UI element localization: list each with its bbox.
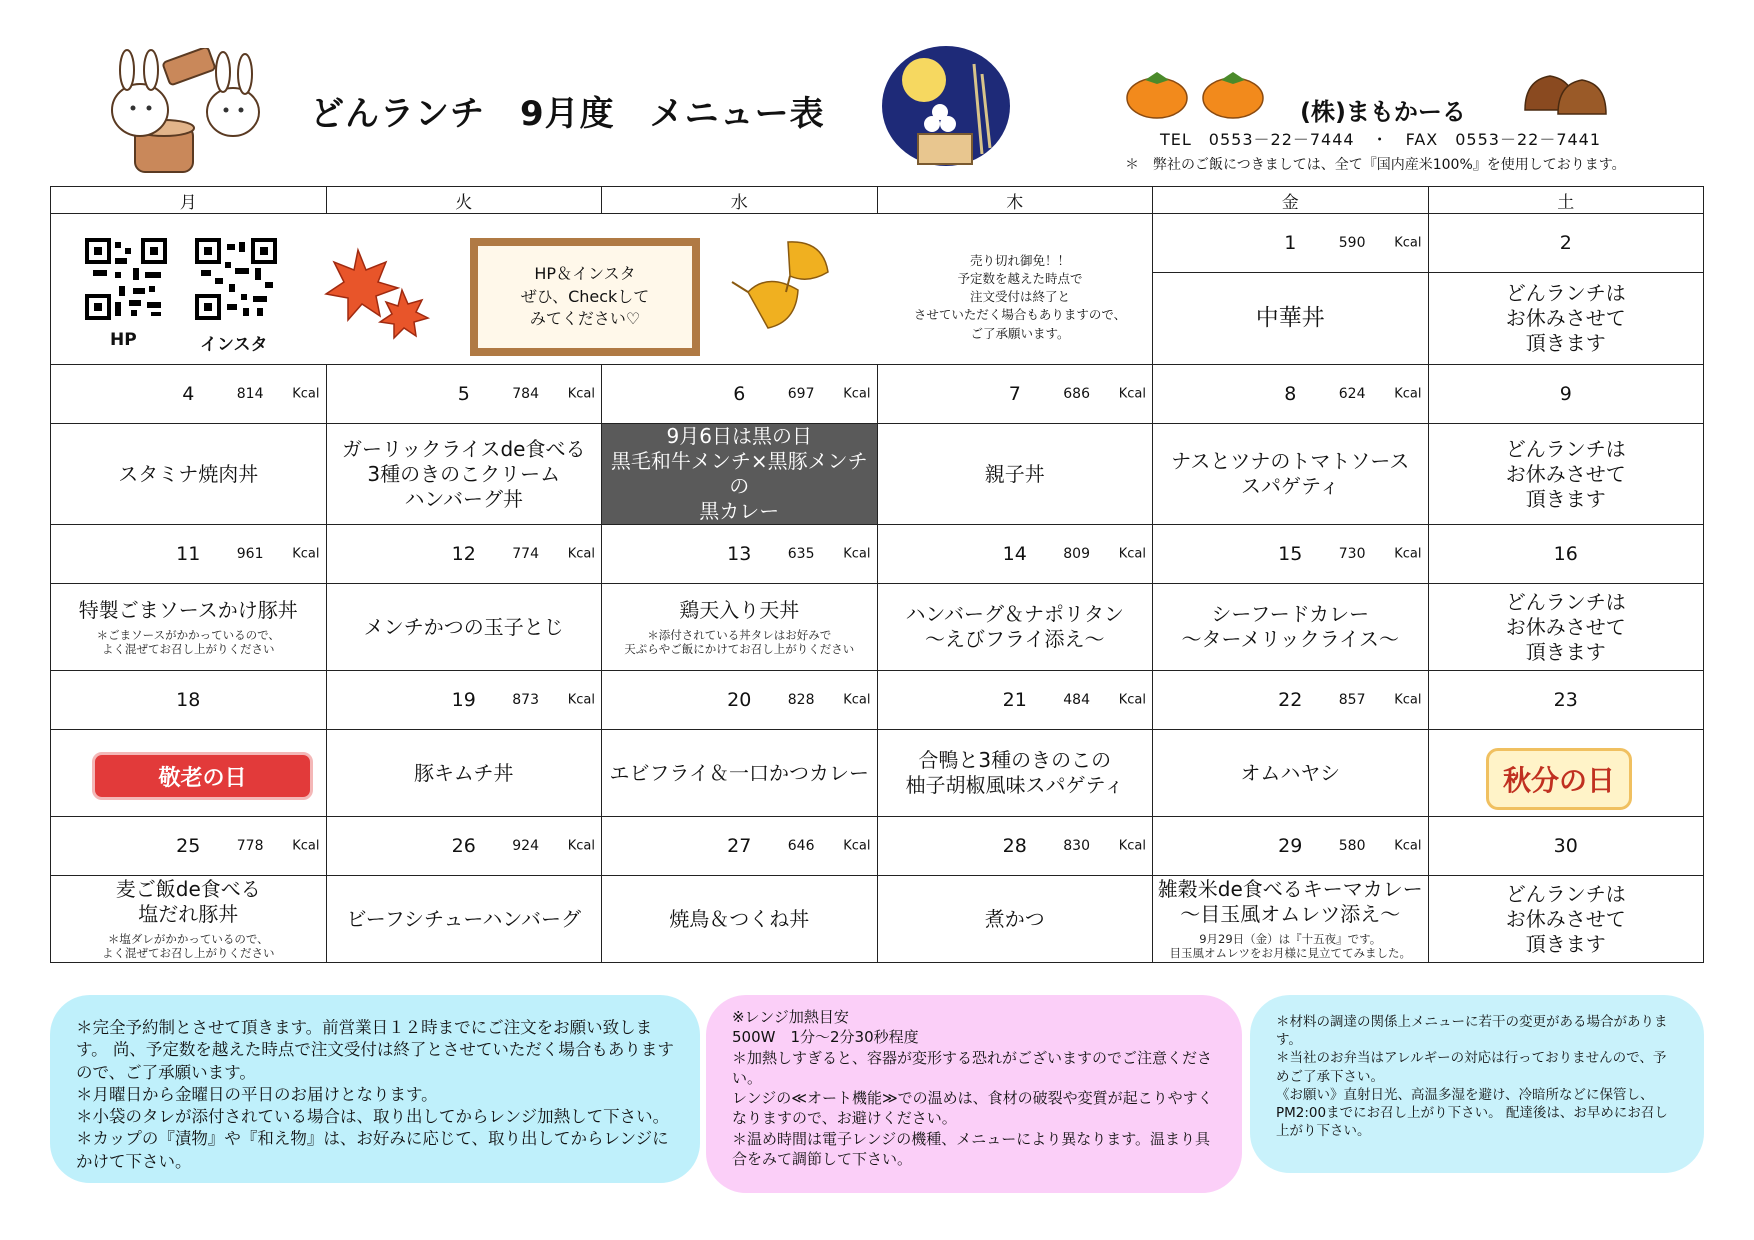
note-line: 500W 1分～2分30秒程度 xyxy=(732,1028,919,1047)
week-menu-row xyxy=(51,584,1704,671)
day-cell xyxy=(1153,525,1429,584)
note-line: ＊完全予約制とさせて頂きます。前営業日１２時までにご注文をお願い致します。 尚、予定数を越えた時点で注文受付は終了とさせていただく場合もありますので、ご了承願います。 xyxy=(76,1018,674,1082)
chestnut-icon xyxy=(1520,70,1610,122)
kcal-unit: Kcal xyxy=(1394,692,1422,708)
day-number: 9 xyxy=(1559,383,1572,405)
kcal-value: 697 xyxy=(787,386,815,402)
day-number: 2 xyxy=(1559,232,1572,254)
kcal-value: 828 xyxy=(787,692,815,708)
menu-line: ガーリックライスde食べる xyxy=(342,436,586,461)
kcal-value: 635 xyxy=(787,546,815,562)
day-number: 11 xyxy=(176,543,201,565)
day-cell xyxy=(877,817,1153,876)
day-number: 6 xyxy=(733,383,746,405)
kcal-unit: Kcal xyxy=(843,838,871,854)
closed-line: どんランチは xyxy=(1505,881,1626,906)
kcal-value: 646 xyxy=(787,838,815,854)
week-number-row xyxy=(51,365,1704,424)
day-cell xyxy=(1428,817,1704,876)
day-number: 20 xyxy=(727,689,752,711)
day-cell xyxy=(877,671,1153,730)
day-cell xyxy=(1428,525,1704,584)
day-cell xyxy=(602,817,878,876)
day-number: 18 xyxy=(176,689,201,711)
menu-cell xyxy=(51,876,327,963)
tel-fax: TEL 0553－22－7444 ・ FAX 0553－22－7441 xyxy=(1160,130,1602,149)
menu-note xyxy=(602,629,877,657)
day-number: 14 xyxy=(1002,543,1027,565)
week0-number-row xyxy=(51,214,1704,273)
weekday-header-row xyxy=(51,187,1704,214)
note-line: 天ぷらやご飯にかけてお召し上がりください xyxy=(624,641,855,656)
menu-cell xyxy=(326,730,602,817)
kcal-unit: Kcal xyxy=(843,692,871,708)
day-cell xyxy=(1428,671,1704,730)
menu-line: エビフライ＆一口かつカレー xyxy=(609,760,869,785)
day-number: 22 xyxy=(1278,689,1303,711)
note-line: よく混ぜてお召し上がりください xyxy=(102,641,275,656)
qr-code-insta[interactable] xyxy=(195,238,277,320)
weekday-mon: 月 xyxy=(51,187,327,214)
day-cell xyxy=(1153,671,1429,730)
qr-label-hp: HP xyxy=(110,330,137,350)
general-notes-box xyxy=(1250,995,1704,1173)
menu-line: ～ターメリックライス～ xyxy=(1181,627,1399,651)
day-number: 26 xyxy=(451,835,476,857)
kcal-unit: Kcal xyxy=(1394,386,1422,402)
day-cell xyxy=(51,671,327,730)
day-cell xyxy=(326,817,602,876)
week-number-row xyxy=(51,525,1704,584)
day-cell xyxy=(1153,817,1429,876)
menu-line: オムハヤシ xyxy=(1240,760,1341,785)
day-number: 13 xyxy=(727,543,752,565)
weekday-thu: 木 xyxy=(877,187,1153,214)
menu-line: 特製ごまソースかけ豚丼 xyxy=(78,597,298,622)
note-line: ＊月曜日から金曜日の平日のお届けとなります。 xyxy=(76,1084,438,1104)
week-number-row xyxy=(51,671,1704,730)
kcal-value: 784 xyxy=(512,386,539,402)
closed-line: お休みさせて xyxy=(1505,461,1626,486)
menu-line: ビーフシチューハンバーグ xyxy=(346,906,581,931)
weekday-fri: 金 xyxy=(1153,187,1429,214)
rice-note: ＊ 弊社のご飯につきましては、全て『国内産米100%』を使用しております。 xyxy=(1125,157,1626,173)
menu-cell xyxy=(51,424,327,525)
menu-cell xyxy=(877,424,1153,525)
closed-line: 頂きます xyxy=(1525,331,1606,355)
menu-note xyxy=(51,629,326,657)
soldout-notice xyxy=(900,252,1140,343)
maple-leaf-icon xyxy=(318,240,433,340)
menu-note xyxy=(1153,933,1428,961)
kcal-value: 624 xyxy=(1338,386,1366,402)
menu-line: 豚キムチ丼 xyxy=(414,760,514,785)
kcal-value: 580 xyxy=(1338,838,1366,854)
hp-insta-sign xyxy=(470,238,700,356)
day-number: 5 xyxy=(457,383,470,405)
menu-line: 雑穀米de食べるキーマカレー xyxy=(1157,877,1423,902)
holiday-badge-shubun: 秋分の日 xyxy=(1486,748,1632,810)
company-name: (株)まもかーる xyxy=(1300,98,1466,126)
kcal-unit: Kcal xyxy=(1118,838,1146,854)
kcal-unit: Kcal xyxy=(1118,692,1146,708)
day-number: 8 xyxy=(1284,383,1297,405)
day-cell xyxy=(51,365,327,424)
note-line: レンジの≪オート機能≫での温めは、食材の破裂や変質が起こりやすくなりますので、お避けください。 xyxy=(732,1089,1213,1128)
kcal-value: 924 xyxy=(512,838,539,854)
soldout-line: させていただく場合もありますので、 xyxy=(913,307,1127,323)
note-line: ＊カップの『漬物』や『和え物』は、お好みに応じて、取り出してからレンジにかけて下さい。 xyxy=(76,1129,669,1171)
menu-line: メンチかつの玉子とじ xyxy=(363,614,564,639)
note-line: 《お願い》直射日光、高温多湿を避け、冷暗所などに保管し、PM2:00までにお召し上がり下さい。 配達後は、お早めにお召し上がり下さい。 xyxy=(1276,1086,1668,1140)
note-line: ＊加熱しすぎると、容器が変形する恐れがございますのでご注意ください。 xyxy=(732,1048,1213,1087)
menu-line: 3種のきのこクリーム xyxy=(367,461,561,486)
kcal-value: 484 xyxy=(1063,692,1090,708)
kcal-unit: Kcal xyxy=(567,386,595,402)
menu-line: 9月6日は黒の日 xyxy=(666,424,812,448)
persimmon-icon xyxy=(1125,68,1265,120)
menu-line: 黒カレー xyxy=(699,499,780,523)
kcal-unit: Kcal xyxy=(567,546,595,562)
closed-line: どんランチは xyxy=(1505,281,1626,305)
menu-cell xyxy=(326,876,602,963)
kcal-unit: Kcal xyxy=(1118,386,1146,402)
note-line: ＊ごまソースがかかっているので、 xyxy=(96,627,280,642)
week-number-row xyxy=(51,817,1704,876)
qr-label-insta: インスタ xyxy=(200,335,268,355)
day-number: 4 xyxy=(182,383,195,405)
kcal-unit: Kcal xyxy=(567,838,595,854)
day-cell xyxy=(877,365,1153,424)
menu-calendar xyxy=(50,186,1704,963)
soldout-line: 予定数を越えた時点で xyxy=(957,271,1083,287)
menu-cell xyxy=(877,876,1153,963)
day-cell xyxy=(326,525,602,584)
day-number: 1 xyxy=(1284,232,1297,254)
menu-line: 黒毛和牛メンチ×黒豚メンチの xyxy=(610,449,868,498)
day-cell xyxy=(602,671,878,730)
menu-line: 焼鳥＆つくね丼 xyxy=(669,906,810,931)
kcal-value: 814 xyxy=(236,386,264,402)
kcal-value: 873 xyxy=(512,692,539,708)
day-cell xyxy=(51,525,327,584)
note-line: 9月29日（金）は『十五夜』です。 xyxy=(1199,932,1382,947)
holiday-badge-keiro: 敬老の日 xyxy=(92,752,313,800)
menu-line: 麦ご飯de食べる xyxy=(115,877,261,902)
note-line: ＊温め時間は電子レンジの機種、メニューにより異なります。温まり具合をみて調節して下さい。 xyxy=(732,1129,1211,1168)
kcal-value: 809 xyxy=(1063,546,1090,562)
kcal-value: 590 xyxy=(1338,235,1366,251)
menu-cell xyxy=(1153,876,1429,963)
closed-cell xyxy=(1428,876,1704,963)
menu-cell xyxy=(602,730,878,817)
day-number: 19 xyxy=(451,689,476,711)
week-menu-row xyxy=(51,424,1704,525)
sign-line: みてください♡ xyxy=(529,309,641,329)
kcal-value: 830 xyxy=(1063,838,1090,854)
day-cell xyxy=(326,671,602,730)
kcal-unit: Kcal xyxy=(292,386,320,402)
ginkgo-leaf-icon xyxy=(728,232,838,342)
menu-line: ～目玉風オムレツ添え～ xyxy=(1180,902,1401,927)
closed-cell xyxy=(1428,273,1704,365)
menu-line: スタミナ焼肉丼 xyxy=(118,461,259,486)
menu-line: ナスとツナのトマトソース xyxy=(1171,449,1410,473)
menu-line: シーフードカレー xyxy=(1211,602,1370,626)
kcal-unit: Kcal xyxy=(1394,235,1422,251)
note-line: ※レンジ加熱目安 xyxy=(732,1008,849,1026)
sign-line: HP＆インスタ xyxy=(534,264,636,284)
qr-code-hp[interactable] xyxy=(85,238,167,320)
kcal-unit: Kcal xyxy=(843,386,871,402)
day-number: 16 xyxy=(1553,543,1578,565)
menu-cell xyxy=(602,876,878,963)
closed-line: お休みさせて xyxy=(1505,906,1626,931)
kcal-value: 961 xyxy=(236,546,264,562)
kcal-unit: Kcal xyxy=(292,546,320,562)
closed-line: 頂きます xyxy=(1525,486,1606,511)
kcal-unit: Kcal xyxy=(843,546,871,562)
kcal-value: 774 xyxy=(512,546,539,562)
kcal-unit: Kcal xyxy=(1394,838,1422,854)
moon-dango-illustration xyxy=(878,44,1014,174)
menu-cell xyxy=(602,584,878,671)
note-line: よく混ぜてお召し上がりください xyxy=(102,946,275,960)
note-line: ＊材料の調達の関係上メニューに若干の変更がある場合があります。 xyxy=(1276,1014,1668,1049)
day-cell xyxy=(877,525,1153,584)
menu-cell xyxy=(602,424,878,525)
kcal-unit: Kcal xyxy=(1118,546,1146,562)
menu-cell xyxy=(1153,730,1429,817)
closed-cell xyxy=(1428,424,1704,525)
day-number: 30 xyxy=(1553,835,1578,857)
menu-cell xyxy=(51,584,327,671)
kcal-unit: Kcal xyxy=(567,692,595,708)
menu-note xyxy=(51,933,326,961)
menu-line: 合鴨と3種のきのこの xyxy=(918,748,1112,772)
note-line: ＊当社のお弁当はアレルギーの対応は行っておりませんので、予めご了承下さい。 xyxy=(1276,1050,1667,1085)
menu-line: ハンバーグ丼 xyxy=(404,486,524,511)
closed-line: お休みさせて xyxy=(1505,306,1626,330)
day-cell xyxy=(326,365,602,424)
menu-line: 鶏天入り天丼 xyxy=(679,597,800,622)
sign-line: ぜひ、Checkして xyxy=(520,286,650,306)
page-title: どんランチ 9月度 メニュー表 xyxy=(310,94,825,134)
day-number: 23 xyxy=(1553,689,1578,711)
menu-cell xyxy=(326,424,602,525)
day-cell xyxy=(1153,214,1429,273)
weekday-tue: 火 xyxy=(326,187,602,214)
order-notes-box xyxy=(50,995,700,1183)
note-line: 目玉風オムレツをお月様に見立ててみました。 xyxy=(1169,946,1411,960)
menu-cell xyxy=(1153,424,1429,525)
day-cell xyxy=(602,525,878,584)
day-number: 21 xyxy=(1002,689,1027,711)
day-cell xyxy=(1153,365,1429,424)
menu-line: スパゲティ xyxy=(1241,474,1340,498)
kcal-value: 778 xyxy=(236,838,264,854)
day-number: 27 xyxy=(727,835,752,857)
menu-cell xyxy=(877,584,1153,671)
day-number: 25 xyxy=(176,835,201,857)
week-menu-row xyxy=(51,876,1704,963)
weekday-wed: 水 xyxy=(602,187,878,214)
day-cell xyxy=(602,365,878,424)
menu-line: ～えびフライ添え～ xyxy=(925,627,1105,651)
menu-line: 柚子胡椒風味スパゲティ xyxy=(905,773,1124,797)
day-number: 28 xyxy=(1002,835,1027,857)
menu-cell xyxy=(877,730,1153,817)
weekday-sat: 土 xyxy=(1428,187,1704,214)
day-cell xyxy=(51,817,327,876)
note-line: ＊塩ダレがかかっているので、 xyxy=(107,932,269,947)
closed-line: 頂きます xyxy=(1525,639,1606,664)
day-number: 29 xyxy=(1278,835,1303,857)
day-number: 7 xyxy=(1008,383,1021,405)
kcal-value: 857 xyxy=(1338,692,1366,708)
closed-line: お休みさせて xyxy=(1505,614,1626,639)
soldout-line: ご了承願います。 xyxy=(970,325,1070,341)
kcal-unit: Kcal xyxy=(1394,546,1422,562)
closed-line: どんランチは xyxy=(1505,436,1626,461)
menu-line: ハンバーグ＆ナポリタン xyxy=(905,602,1125,626)
soldout-line: 売り切れ御免！！ xyxy=(969,253,1070,268)
day-number: 15 xyxy=(1278,543,1303,565)
menu-cell: 中華丼 xyxy=(1153,273,1429,365)
menu-cell xyxy=(326,584,602,671)
microwave-notes-box xyxy=(706,995,1242,1193)
note-line: ＊添付されている丼タレはお好みで xyxy=(647,627,832,642)
bunny-mochi-illustration xyxy=(95,48,285,176)
kcal-value: 730 xyxy=(1338,546,1366,562)
kcal-value: 686 xyxy=(1063,386,1090,402)
soldout-line: 注文受付は終了と xyxy=(969,289,1070,305)
menu-cell xyxy=(1153,584,1429,671)
menu-line: 塩だれ豚丼 xyxy=(138,902,239,927)
closed-line: 頂きます xyxy=(1525,931,1606,956)
closed-cell xyxy=(1428,584,1704,671)
day-number: 12 xyxy=(451,543,476,565)
closed-line: どんランチは xyxy=(1505,589,1626,614)
menu-line: 親子丼 xyxy=(984,461,1045,486)
day-cell xyxy=(1428,365,1704,424)
kcal-unit: Kcal xyxy=(292,838,320,854)
menu-line: 煮かつ xyxy=(984,906,1045,931)
day-cell xyxy=(1428,214,1704,273)
note-line: ＊小袋のタレが添付されている場合は、取り出してからレンジ加熱して下さい。 xyxy=(76,1107,670,1127)
